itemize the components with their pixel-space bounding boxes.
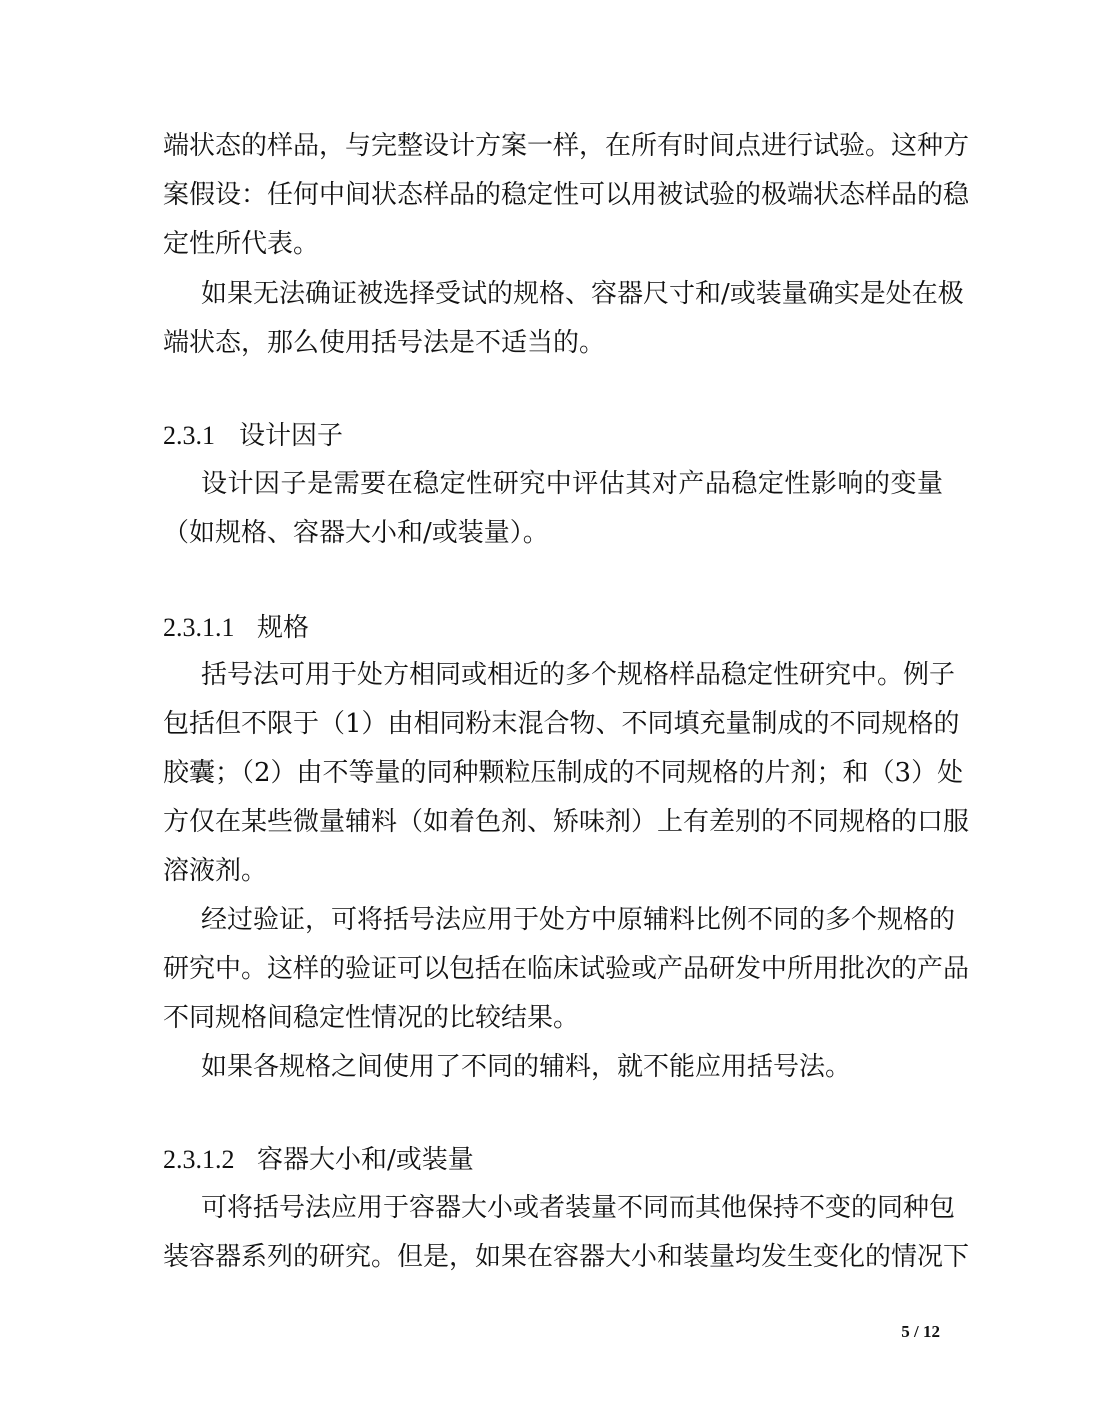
text-line: 定性所代表。 — [163, 229, 320, 259]
text-line: 包括但不限于（1）由相同粉末混合物、不同填充量制成的不同规格的 — [163, 709, 960, 739]
text-line: 不同规格间稳定性情况的比较结果。 — [163, 1003, 580, 1033]
text-line: 可将括号法应用于容器大小或者装量不同而其他保持不变的同种包 — [201, 1193, 956, 1223]
text-line: 设计因子是需要在稳定性研究中评估其对产品稳定性影响的变量 — [201, 469, 943, 499]
text-line: 案假设：任何中间状态样品的稳定性可以用被试验的极端状态样品的稳 — [163, 180, 970, 210]
section-title: 规格 — [257, 613, 310, 643]
section-number: 2.3.1.1 — [163, 613, 235, 642]
text-line: 端状态的样品，与完整设计方案一样，在所有时间点进行试验。这种方 — [163, 131, 970, 161]
text-line: 研究中。这样的验证可以包括在临床试验或产品研发中所用批次的产品 — [163, 954, 970, 984]
text-line: 如果各规格之间使用了不同的辅料，就不能应用括号法。 — [201, 1052, 852, 1082]
section-number: 2.3.1.2 — [163, 1145, 235, 1174]
text-line: 括号法可用于处方相同或相近的多个规格样品稳定性研究中。例子 — [201, 660, 956, 690]
text-line: （如规格、容器大小和/或装量）。 — [163, 518, 549, 548]
text-line: 溶液剂。 — [163, 856, 268, 886]
section-heading-2-3-1 — [163, 418, 343, 454]
text-line: 装容器系列的研究。但是，如果在容器大小和装量均发生变化的情况下 — [163, 1242, 970, 1272]
section-heading-2-3-1-1 — [163, 610, 309, 646]
text-line: 端状态，那么使用括号法是不适当的。 — [163, 328, 606, 358]
text-line: 胶囊；（2）由不等量的同种颗粒压制成的不同规格的片剂；和（3）处 — [163, 758, 964, 788]
section-title: 设计因子 — [239, 421, 344, 451]
section-title: 容器大小和/或装量 — [257, 1145, 474, 1175]
text-line: 如果无法确证被选择受试的规格、容器尺寸和/或装量确实是处在极 — [201, 279, 964, 309]
page-number: 5 / 12 — [901, 1322, 940, 1341]
text-line: 方仅在某些微量辅料（如着色剂、矫味剂）上有差别的不同规格的口服 — [163, 807, 970, 837]
text-line: 经过验证，可将括号法应用于处方中原辅料比例不同的多个规格的 — [201, 905, 956, 935]
section-number: 2.3.1 — [163, 421, 215, 450]
section-heading-2-3-1-2 — [163, 1142, 474, 1178]
